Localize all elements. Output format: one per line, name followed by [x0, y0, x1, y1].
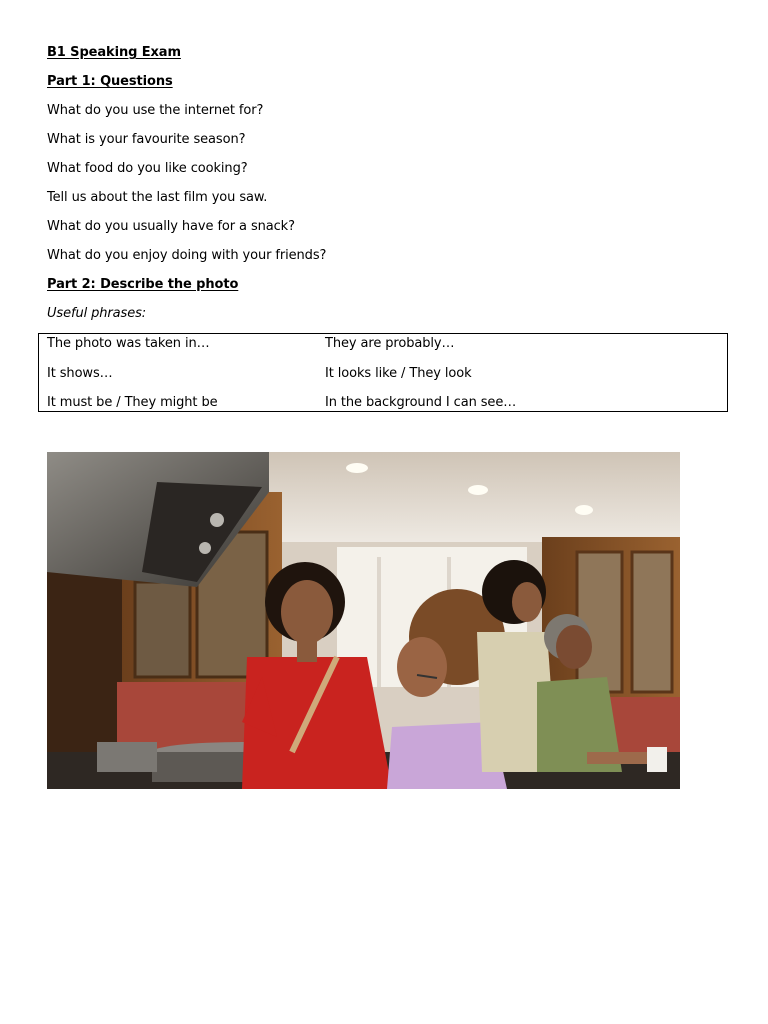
question-item: What do you enjoy doing with your friends? [47, 248, 327, 263]
question-item: Tell us about the last film you saw. [47, 190, 268, 205]
family-cooking-photo [47, 452, 680, 789]
exam-title: B1 Speaking Exam [47, 45, 181, 60]
useful-phrases-label: Useful phrases: [47, 306, 147, 321]
phrase-cell: It looks like / They look [325, 366, 472, 381]
question-item: What do you usually have for a snack? [47, 219, 295, 234]
phrase-cell: It shows… [47, 366, 113, 381]
phrase-cell: They are probably… [325, 336, 455, 351]
phrase-cell: The photo was taken in… [47, 336, 210, 351]
question-item: What food do you like cooking? [47, 161, 248, 176]
phrase-cell: It must be / They might be [47, 395, 218, 410]
question-item: What do you use the internet for? [47, 103, 264, 118]
phrase-cell: In the background I can see… [325, 395, 517, 410]
useful-phrases-table [38, 333, 728, 412]
part1-heading: Part 1: Questions [47, 74, 173, 89]
photo-illustration [47, 452, 680, 789]
question-item: What is your favourite season? [47, 132, 246, 147]
part2-heading: Part 2: Describe the photo [47, 277, 239, 292]
